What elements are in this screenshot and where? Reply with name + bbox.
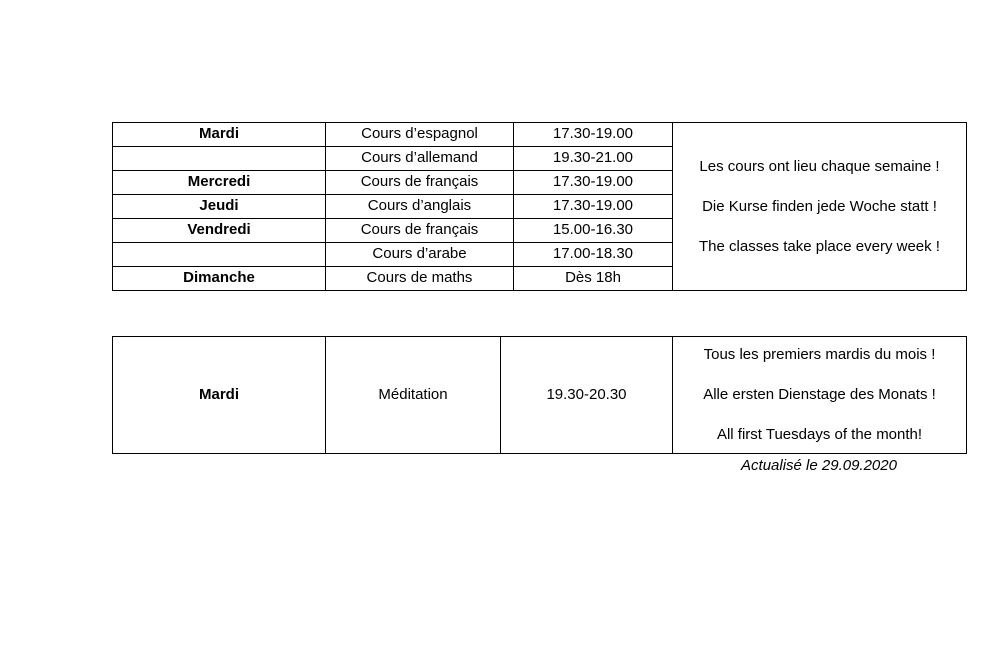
day-cell: [113, 147, 326, 171]
time-cell: 19.30-20.30: [501, 337, 673, 454]
table-row: [113, 123, 967, 147]
time-cell: 17.00-18.30: [514, 243, 673, 267]
day-cell: [113, 243, 326, 267]
table-row: [113, 337, 967, 454]
course-cell: Cours d’arabe: [326, 243, 514, 267]
monthly-note-de: Alle ersten Dienstage des Monats !: [703, 386, 936, 403]
course-cell: Cours de français: [326, 171, 514, 195]
last-updated-note: Actualisé le 29.09.2020: [741, 457, 897, 474]
day-cell: Mardi: [113, 123, 326, 147]
course-cell: Cours d’espagnol: [326, 123, 514, 147]
day-cell: Jeudi: [113, 195, 326, 219]
course-cell: Cours de maths: [326, 267, 514, 291]
time-cell: 15.00-16.30: [514, 219, 673, 243]
time-cell: 17.30-19.00: [514, 123, 673, 147]
day-cell: Dimanche: [113, 267, 326, 291]
monthly-note-fr: Tous les premiers mardis du mois !: [703, 346, 936, 363]
course-cell: Méditation: [326, 337, 501, 454]
time-cell: 19.30-21.00: [514, 147, 673, 171]
day-cell: Mardi: [113, 337, 326, 454]
day-cell: Mercredi: [113, 171, 326, 195]
monthly-note-cell: [673, 337, 967, 454]
monthly-note-en: All first Tuesdays of the month!: [716, 426, 923, 443]
time-cell: 17.30-19.00: [514, 195, 673, 219]
course-cell: Cours d’allemand: [326, 147, 514, 171]
monthly-schedule-table: [112, 336, 967, 454]
day-cell: Vendredi: [113, 219, 326, 243]
weekly-schedule-table: [112, 122, 967, 291]
course-cell: Cours de français: [326, 219, 514, 243]
weekly-note-fr: Les cours ont lieu chaque semaine !: [699, 157, 940, 175]
weekly-note-de: Die Kurse finden jede Woche statt !: [702, 197, 937, 215]
weekly-note-cell: [673, 123, 967, 291]
time-cell: 17.30-19.00: [514, 171, 673, 195]
course-cell: Cours d’anglais: [326, 195, 514, 219]
time-cell: Dès 18h: [514, 267, 673, 291]
weekly-note-en: The classes take place every week !: [699, 237, 940, 255]
